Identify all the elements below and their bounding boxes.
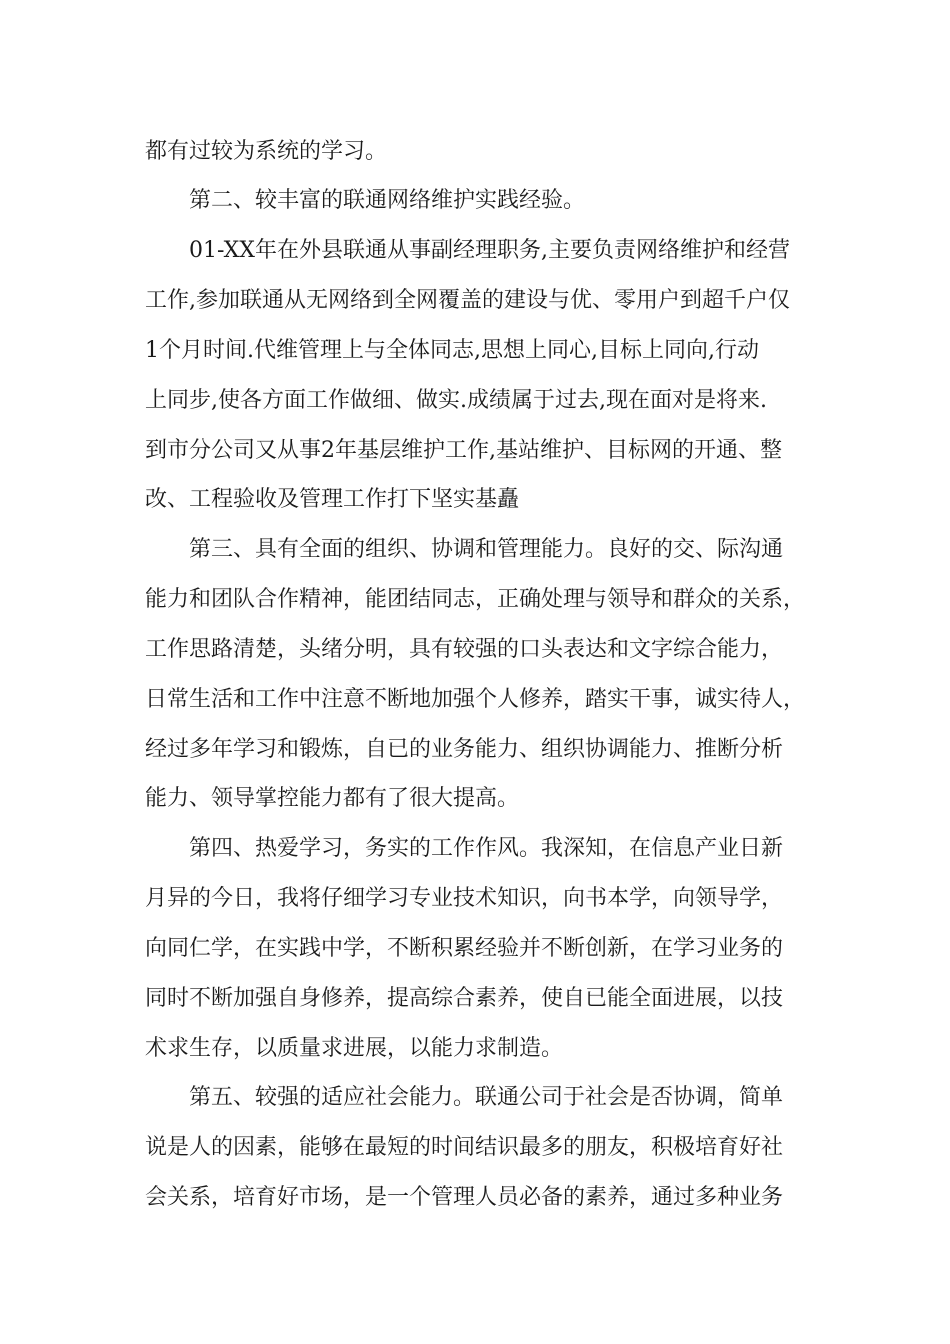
section-heading-5: 第五、较强的适应社会能力。联通公司于社会是否协调，简单	[189, 1085, 784, 1110]
section-heading-4: 第四、热爱学习，务实的工作作风。我深知，在信息产业日新	[189, 836, 784, 861]
text-line: 能力和团队合作精神，能团结同志，正确处理与领导和群众的关系，	[145, 587, 806, 612]
text-line: 改、工程验收及管理工作打下坚实基矗	[145, 487, 520, 512]
text-line: 会关系，培育好市场，是一个管理人员必备的素养，通过多种业务	[145, 1185, 784, 1210]
text-line: 说是人的因素，能够在最短的时间结识最多的朋友，积极培育好社	[145, 1135, 784, 1160]
section-heading-2: 第二、较丰富的联通网络维护实践经验。	[189, 188, 586, 213]
text-line: 经过多年学习和锻炼，自已的业务能力、组织协调能力、推断分析	[145, 737, 784, 762]
text-line: 工作,参加联通从无网络到全网覆盖的建设与优、零用户到超千户仅	[145, 288, 790, 313]
text-line: 工作思路清楚，头绪分明，具有较强的口头表达和文字综合能力，	[145, 637, 784, 662]
text-line: 日常生活和工作中注意不断地加强个人修养，踏实干事，诚实待人，	[145, 687, 806, 712]
text-line: 能力、领导掌控能力都有了很大提高。	[145, 786, 520, 811]
text-line: 01-XX年在外县联通从事副经理职务,主要负责网络维护和经营	[189, 238, 790, 263]
text-line: 都有过较为系统的学习。	[145, 139, 388, 164]
text-line: 同时不断加强自身修养，提高综合素养，使自已能全面进展，以技	[145, 986, 784, 1011]
text-line: 上同步,使各方面工作做细、做实.成绩属于过去,现在面对是将来.	[145, 388, 767, 413]
text-line: 到市分公司又从事2年基层维护工作,基站维护、目标网的开通、整	[145, 438, 782, 463]
section-heading-3: 第三、具有全面的组织、协调和管理能力。良好的交、际沟通	[189, 537, 784, 562]
text-line: 向同仁学，在实践中学，不断积累经验并不断创新，在学习业务的	[145, 936, 784, 961]
text-line: 月异的今日，我将仔细学习专业技术知识，向书本学，向领导学，	[145, 886, 784, 911]
text-line: 术求生存，以质量求进展，以能力求制造。	[145, 1036, 564, 1061]
text-line: 1个月时间.代维管理上与全体同志,思想上同心,目标上同向,行动	[145, 338, 759, 363]
